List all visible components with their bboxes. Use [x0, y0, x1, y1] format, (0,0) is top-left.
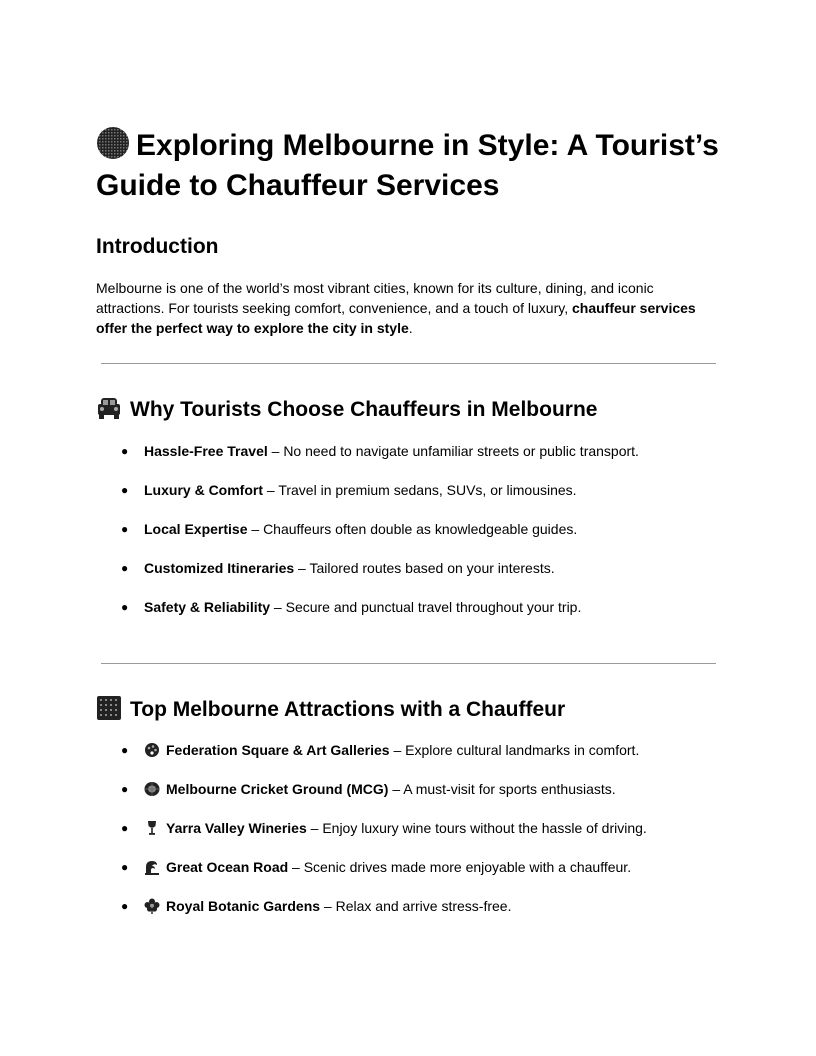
list-item-text: – Tailored routes based on your interests.	[294, 560, 555, 576]
bullet: ●	[121, 600, 129, 614]
attractions-heading	[96, 696, 565, 724]
page-title	[96, 126, 736, 206]
car-icon	[96, 395, 122, 421]
bullet: ●	[121, 522, 129, 536]
divider	[101, 663, 716, 664]
list-item-text: – Secure and punctual travel throughout your trip.	[270, 599, 582, 615]
list-item-title: Royal Botanic Gardens	[166, 898, 321, 914]
bullet: ●	[121, 743, 129, 757]
globe-icon	[96, 126, 130, 160]
why-heading-text: Why Tourists Choose Chauffeurs in Melbourne	[130, 398, 598, 421]
list-item-title: Local Expertise	[144, 521, 248, 537]
intro-paragraph	[96, 278, 716, 338]
intro-text: Melbourne is one of the world’s most vibrant cities, known for its culture, dining, and iconic attractions. For tourists seeking comfort, convenience, and a touch of luxury,	[96, 280, 654, 316]
list-item-text: – Travel in premium sedans, SUVs, or limousines.	[263, 482, 577, 498]
art-palette-icon	[144, 742, 160, 758]
list-item-title: Customized Itineraries	[144, 560, 295, 576]
list-item-text: – A must-visit for sports enthusiasts.	[388, 781, 616, 797]
list-item-text: – No need to navigate unfamiliar streets or public transport.	[267, 443, 639, 459]
bullet: ●	[121, 444, 129, 458]
list-item-text: – Scenic drives made more enjoyable with a chauffeur.	[288, 859, 632, 875]
why-heading	[96, 396, 597, 424]
flower-icon	[144, 898, 160, 914]
list-item-title: Yarra Valley Wineries	[166, 820, 307, 836]
bullet: ●	[121, 899, 129, 913]
city-icon	[96, 695, 122, 721]
bullet: ●	[121, 782, 129, 796]
list-item-title: Great Ocean Road	[166, 859, 289, 875]
intro-bold-text: chauffeur services offer the perfect way to explore the city in style	[96, 300, 696, 336]
list-item-title: Luxury & Comfort	[144, 482, 263, 498]
list-item-text: – Explore cultural landmarks in comfort.	[389, 742, 640, 758]
wine-glass-icon	[144, 820, 160, 836]
list-item-text: – Chauffeurs often double as knowledgeable guides.	[247, 521, 578, 537]
intro-heading: Introduction	[96, 235, 219, 258]
divider	[101, 363, 716, 364]
bullet: ●	[121, 561, 129, 575]
intro-text-end: .	[408, 320, 413, 336]
list-item-text: – Relax and arrive stress-free.	[320, 898, 512, 914]
stadium-icon	[144, 781, 160, 797]
bullet: ●	[121, 483, 129, 497]
list-item-title: Federation Square & Art Galleries	[166, 742, 390, 758]
bullet: ●	[121, 860, 129, 874]
page-title-text: Exploring Melbourne in Style: A Tourist’s Guide to Chauffeur Services	[96, 129, 719, 202]
attractions-heading-text: Top Melbourne Attractions with a Chauffeur	[130, 698, 566, 721]
list-item-title: Hassle-Free Travel	[144, 443, 268, 459]
list-item-title: Melbourne Cricket Ground (MCG)	[166, 781, 389, 797]
list-item-title: Safety & Reliability	[144, 599, 271, 615]
list-item-text: – Enjoy luxury wine tours without the hassle of driving.	[306, 820, 647, 836]
bullet: ●	[121, 821, 129, 835]
wave-icon	[144, 859, 160, 875]
